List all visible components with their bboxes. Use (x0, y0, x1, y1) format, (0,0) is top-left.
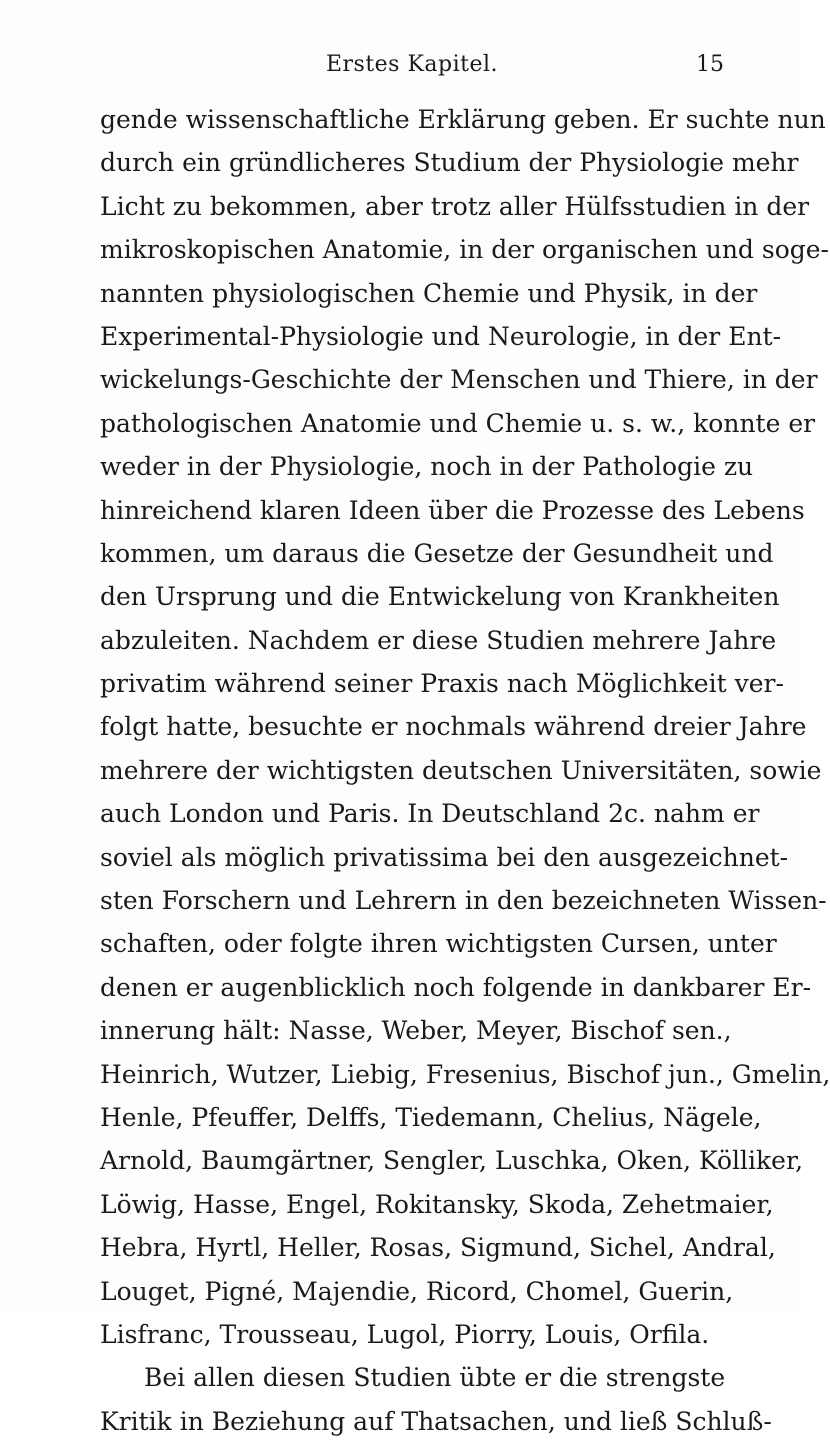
text-line: denen er augenblicklich noch folgende in dankbarer Er- (100, 972, 812, 1002)
running-title: Erstes Kapitel. (325, 52, 499, 77)
text-line-paragraph-start: Bei allen diesen Studien übte er die strengste (144, 1363, 726, 1393)
text-line: gende wissenschaftliche Erklärung geben. Er suchte nun (100, 105, 826, 134)
text-line: den Ursprung und die Entwickelung von Krankheiten (100, 582, 780, 612)
text-line: Arnold, Baumgärtner, Sengler, Luschka, Oken, Kölliker, (100, 1146, 804, 1176)
text-line: innerung hält: Nasse, Weber, Meyer, Bischof sen., (100, 1016, 732, 1046)
text-line: Hebra, Hyrtl, Heller, Rosas, Sigmund, Sichel, Andral, (100, 1233, 776, 1263)
text-line: Lisfranc, Trousseau, Lugol, Piorry, Louis, Orfila. (100, 1319, 710, 1349)
page-number: 15 (696, 52, 724, 77)
text-line: Henle, Pfeuffer, Delffs, Tiedemann, Chelius, Nägele, (100, 1102, 762, 1132)
text-line: kommen, um daraus die Gesetze der Gesundheit und (100, 538, 774, 568)
text-line: soviel als möglich privatissima bei den ausgezeichnet- (100, 842, 789, 872)
text-line: Experimental-Physiologie und Neurologie, in der Ent- (100, 321, 782, 351)
text-line: abzuleiten. Nachdem er diese Studien mehrere Jahre (100, 625, 777, 655)
text-line: schaften, oder folgte ihren wichtigsten Cursen, unter (100, 929, 777, 959)
text-line: durch ein gründlicheres Studium der Physiologie mehr (100, 148, 799, 178)
text-line: mikroskopischen Anatomie, in der organischen und soge- (100, 235, 830, 265)
text-line: privatim während seiner Praxis nach Möglichkeit ver- (100, 669, 784, 699)
text-line: folgt hatte, besuchte er nochmals während dreier Jahre (100, 712, 807, 742)
text-line: weder in der Physiologie, noch in der Pathologie zu (100, 452, 754, 482)
body-text (100, 98, 830, 1443)
running-head (100, 52, 724, 88)
text-line: auch London und Paris. In Deutschland 2c. nahm er (100, 799, 760, 829)
text-line: hinreichend klaren Ideen über die Prozesse des Lebens (100, 495, 805, 525)
text-line: Kritik in Beziehung auf Thatsachen, und ließ Schluß- (100, 1406, 772, 1436)
text-line: nannten physiologischen Chemie und Physik, in der (100, 278, 758, 308)
text-line: mehrere der wichtigsten deutschen Universitäten, sowie (100, 755, 822, 785)
text-line: sten Forschern und Lehrern in den bezeichneten Wissen- (100, 886, 827, 916)
text-line: Heinrich, Wutzer, Liebig, Fresenius, Bischof jun., Gmelin, (100, 1059, 830, 1089)
text-line: Licht zu bekommen, aber trotz aller Hülfsstudien in der (100, 191, 810, 221)
text-line: Löwig, Hasse, Engel, Rokitansky, Skoda, Zehetmaier, (100, 1189, 774, 1219)
text-line: wickelungs-Geschichte der Menschen und Thiere, in der (100, 365, 818, 395)
text-line: pathologischen Anatomie und Chemie u. s. w., konnte er (100, 408, 816, 438)
text-line: Louget, Pigné, Majendie, Ricord, Chomel, Guerin, (100, 1276, 734, 1306)
